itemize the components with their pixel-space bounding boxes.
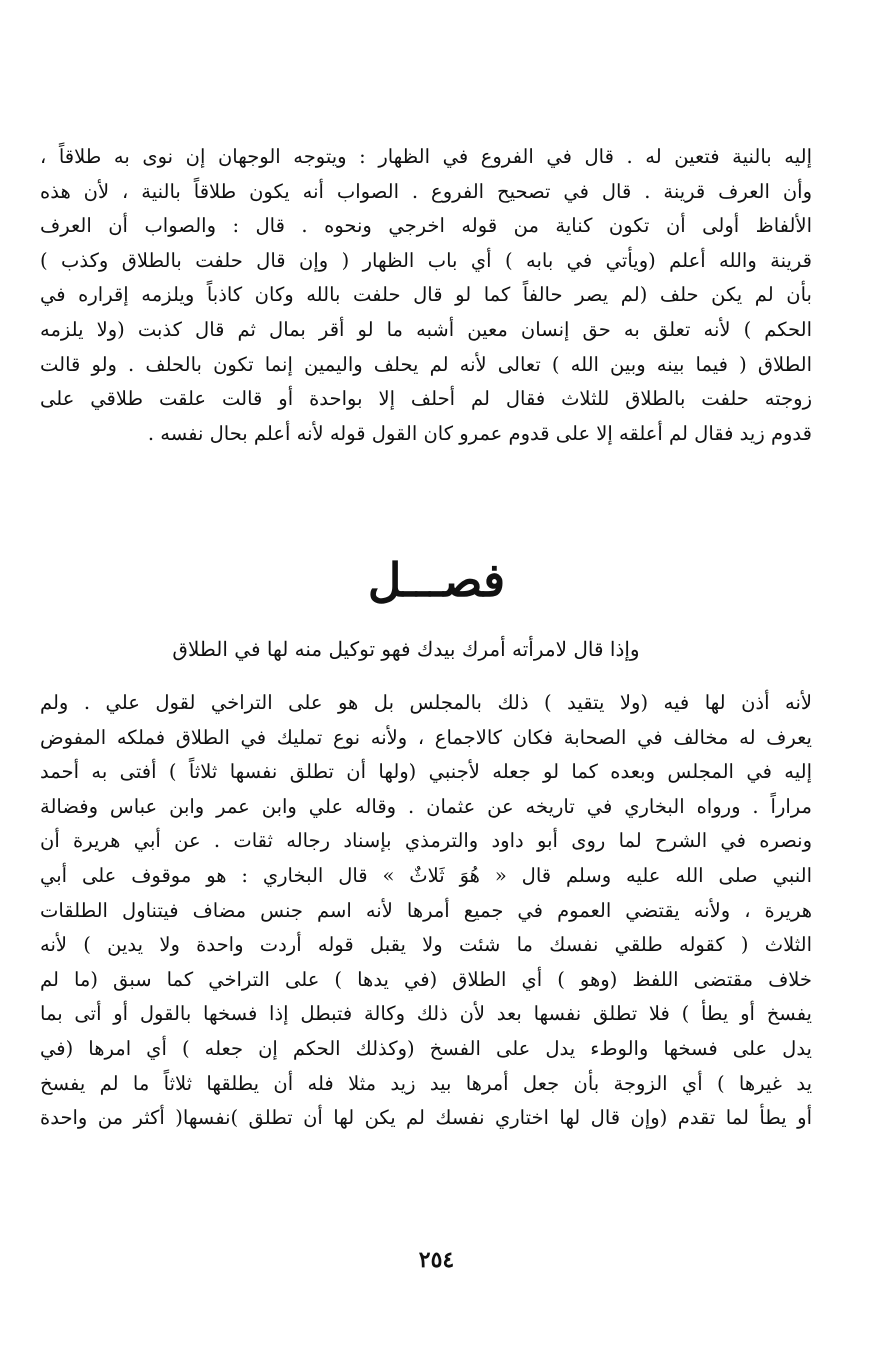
text-line: وأن العرف قرينة . قال في تصحيح الفروع . الصواب أنه يكون طلاقاً بالنية ، لأن هذه [40, 179, 812, 203]
text-line: مراراً . ورواه البخاري في تاريخه عن عثمان . وقاله علي وابن عمر وابن عباس وفضالة [40, 794, 812, 818]
text-line: الثلاث ( كقوله طلقي نفسك ما شئت ولا يقبل قوله أردت واحدة ولا يدين ) لأنه [40, 933, 812, 957]
text-line: خلاف مقتضى اللفظ (وهو ) أي الطلاق (في يدها ) على التراخي كما سبق (ما لم [40, 967, 812, 991]
text-line: بأن لم يكن حلف (لم يصر حالفاً كما لو قال حلفت بالله وكان كاذباً ويلزمه إقراره في [40, 283, 812, 307]
text-line: قرينة والله أعلم (ويأتي في بابه ) أي باب الظهار ( وإن قال حلفت بالطلاق وكذب ) [40, 248, 812, 272]
text-line: الطلاق ( فيما بينه وبين الله ) تعالى لأنه لم يحلف واليمين إنما تكون بالحلف . ولو قالت [40, 352, 812, 376]
text-line: لأنه أذن لها فيه (ولا يتقيد ) ذلك بالمجلس بل هو على التراخي لقول علي . ولم [40, 691, 812, 714]
text-line: هريرة ، ولأنه يقتضي العموم في جميع أمرها لأنه اسم جنس مضاف فيتناول الطلقات [40, 898, 812, 922]
paragraph-top [40, 140, 812, 451]
text-line: الحكم ) لأنه تعلق به حق إنسان معين أشبه ما لو أقر بمال ثم قال كذبت (ولا يلزمه [40, 317, 812, 341]
text-line: النبي صلى الله عليه وسلم قال « هُوَ ثَلاثٌ » قال البخاري : هو موقوف على أبي [40, 863, 812, 887]
section-heading: فصـــل [367, 553, 506, 607]
text-line: يد غيرها ) أي الزوجة بأن جعل أمرها بيد زيد مثلا فله أن يطلقها ثلاثاً ما لم يفسخ [40, 1071, 812, 1095]
section-subheading: وإذا قال لامرأته أمرك بيدك فهو توكيل منه لها في الطلاق [172, 637, 640, 661]
text-line: أو يطأ لما تقدم (وإن قال لها اختاري نفسك لم يكن لها أن تطلق )نفسها( أكثر من واحدة [40, 1106, 812, 1130]
text-line: إليه في المجلس وبعده كما لو جعله لأجنبي (ولها أن تطلق نفسها ثلاثاً ) أفتى به أحمد [40, 760, 812, 784]
text-line: يفسخ أو يطأ ) فلا تطلق نفسها بعد لأن ذلك وكالة فتبطل إذا فسخها بالقول أو أتى بما [40, 1002, 812, 1026]
text-line: يدل على فسخها والوطء يدل على الفسخ (وكذلك الحكم إن جعله ) أي امرها (في [40, 1036, 812, 1060]
paragraph-bottom [40, 686, 812, 1136]
text-line: إليه بالنية فتعين له . قال في الفروع في الظهار : ويتوجه الوجهان إن نوى به طلاقاً ، [40, 145, 812, 168]
page-number: ٢٥٤ [418, 1247, 455, 1273]
text-line: يعرف له مخالف في الصحابة فكان كالاجماع ، ولأنه نوع تمليك في الطلاق فملكه المفوض [40, 725, 812, 749]
text-line: زوجته حلفت بالطلاق للثلاث فقال لم أحلف إلا بواحدة أو قالت علقت طلاقي على [40, 387, 812, 411]
text-line: قدوم زيد فقال لم أعلقه إلا على قدوم عمرو كان القول قوله لأنه أعلم بحال نفسه . [147, 421, 812, 445]
text-line: ونصره في الشرح لما روى أبو داود والترمذي بإسناد رجاله ثقات . عن أبي هريرة أن [40, 829, 812, 853]
text-line: الألفاظ أولى أن تكون كناية من قوله اخرجي ونحوه . قال : والصواب أن العرف [40, 214, 812, 238]
